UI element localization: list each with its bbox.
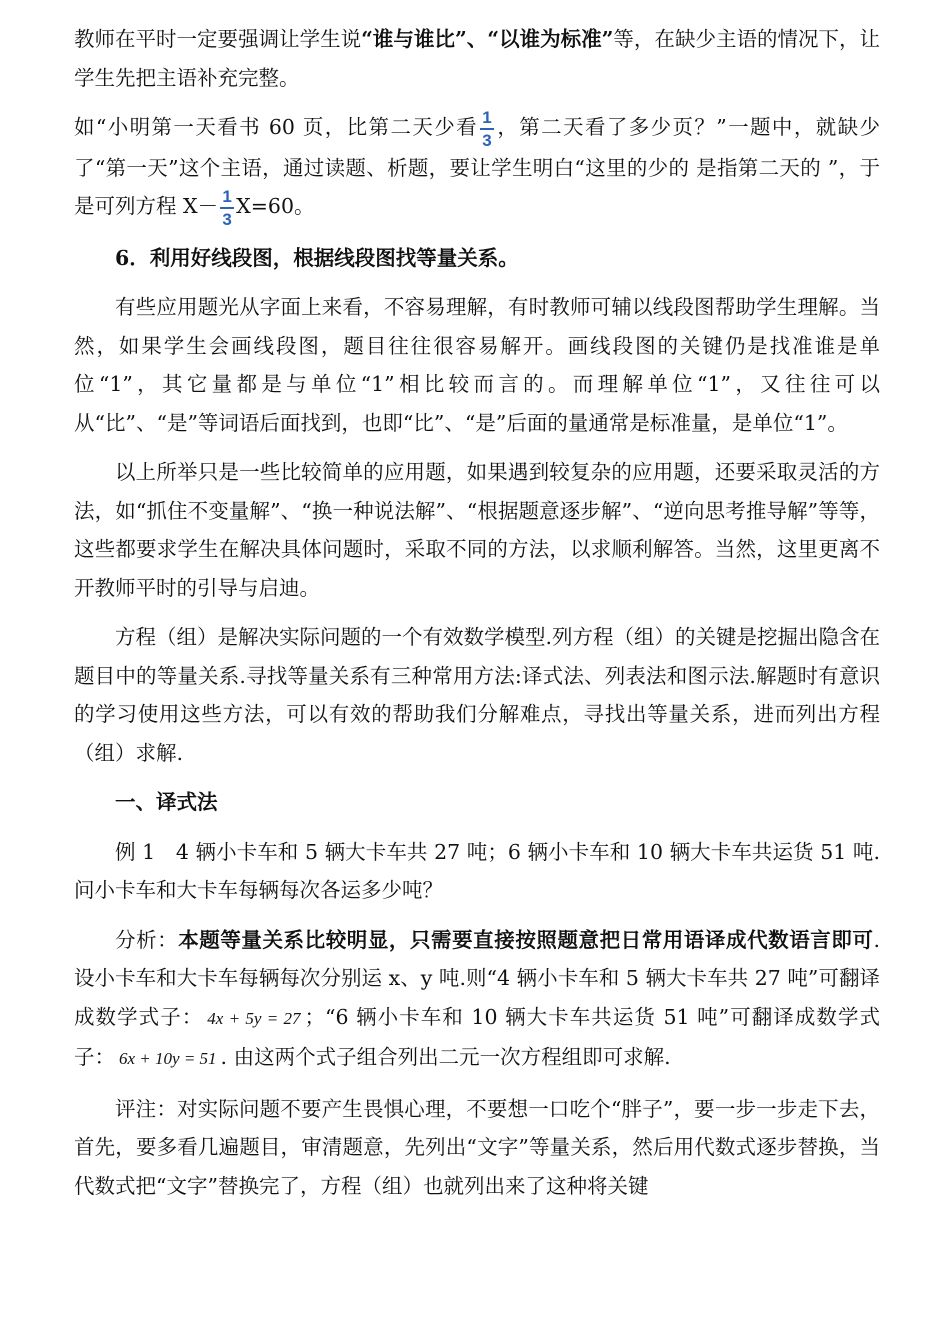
paragraph-subject-emphasis bbox=[74, 20, 880, 97]
paragraph-commentary: 评注：对实际问题不要产生畏惧心理，不要想一口吃个“胖子”，要一步一步走下去，首先，要多看几遍题目，审清题意，先列出“文字”等量关系，然后用代数式逐步替换，当代数式把“文字”替换完了，方程（组）也就列出来了这种将关键 bbox=[74, 1096, 880, 1198]
paragraph-analysis bbox=[74, 921, 880, 1079]
section-heading-translation-method: 一、译式法 bbox=[115, 790, 218, 814]
equation-2: 6x + 10y = 51 bbox=[119, 1049, 217, 1068]
text-run: . 由这两个式子组合列出二元一次方程组即可求解. bbox=[220, 1045, 671, 1069]
section-heading-6: 6．利用好线段图，根据线段图找等量关系。 bbox=[115, 245, 519, 270]
fraction-one-third: $\frac{1}{3}$ bbox=[220, 188, 234, 228]
text-run: ；“6 辆小卡车和 10 辆大卡车共运货 51 吨”可翻译成数学式子： bbox=[74, 1004, 880, 1069]
bold-text-run: “谁与谁比”、“以谁为标准” bbox=[361, 27, 614, 51]
text-run: 如“小明第一天看书 60 页，比第二天少看 bbox=[74, 115, 478, 139]
text-run: 等，在缺少主语的情况下，让学生先把主语补充完整。 bbox=[74, 27, 881, 90]
paragraph-flexible-methods: 以上所举只是一些比较简单的应用题，如果遇到较复杂的应用题，还要采取灵活的方法，如“抓住不变量解”、“换一种说法解”、“根据题意逐步解”、“逆向思考推导解”等等，这些都要求学生在解决具体问题时，采取不同的方法，以求顺利解答。当然，这里更离不开教师平时的引导与启迪。 bbox=[74, 460, 880, 600]
equation-1: 4x + 5y = 27 bbox=[207, 1008, 301, 1028]
text-run: .设小卡车和大卡车每辆每次分别运 x、y 吨.则“4 辆小卡车和 5 辆大卡车共 27 吨”可翻译成数学式子： bbox=[74, 927, 881, 1029]
text-run: X=60。 bbox=[236, 194, 315, 218]
paragraph-example-xiaoming bbox=[74, 108, 880, 228]
document-page bbox=[74, 20, 880, 1205]
paragraph-equation-model: 方程（组）是解决实际问题的一个有效数学模型.列方程（组）的关键是挖掘出隐含在题目中的等量关系.寻找等量关系有三种常用方法:译式法、列表法和图示法.解题时有意识的学习使用这些方法，可以有效的帮助我们分解难点，寻找出等量关系，进而列出方程（组）求解. bbox=[74, 625, 881, 765]
text-run: 分析： bbox=[115, 927, 179, 952]
paragraph-line-segment-diagram: 有些应用题光从字面上来看，不容易理解，有时教师可辅以线段图帮助学生理解。当然，如果学生会画线段图，题目往往很容易解开。画线段图的关键仍是找准谁是单位“1”，其它量都是与单位“1”相比较而言的。而理解单位“1”，又往往可以从“比”、“是”等词语后面找到，也即“比”、“是”后面的量通常是标准量，是单位“1”。 bbox=[74, 295, 880, 435]
text-run: ，第二天看了多少页？”一题中，就缺少了“第一天”这个主语，通过读题、析题，要让学生明白“这里的少的 是指第二天的 ”，于是可列方程 X－ bbox=[74, 115, 880, 218]
fraction-one-third: $\frac{1}{3}$ bbox=[480, 109, 494, 149]
text-run: 教师在平时一定要强调让学生说 bbox=[74, 27, 362, 51]
bold-text-run: 本题等量关系比较明显，只需要直接按照题意把日常用语译成代数语言即可 bbox=[178, 927, 874, 952]
paragraph-example-1: 例 1 4 辆小卡车和 5 辆大卡车共 27 吨；6 辆小卡车和 10 辆大卡车共运货 51 吨.问小卡车和大卡车每辆每次各运多少吨？ bbox=[74, 839, 880, 902]
